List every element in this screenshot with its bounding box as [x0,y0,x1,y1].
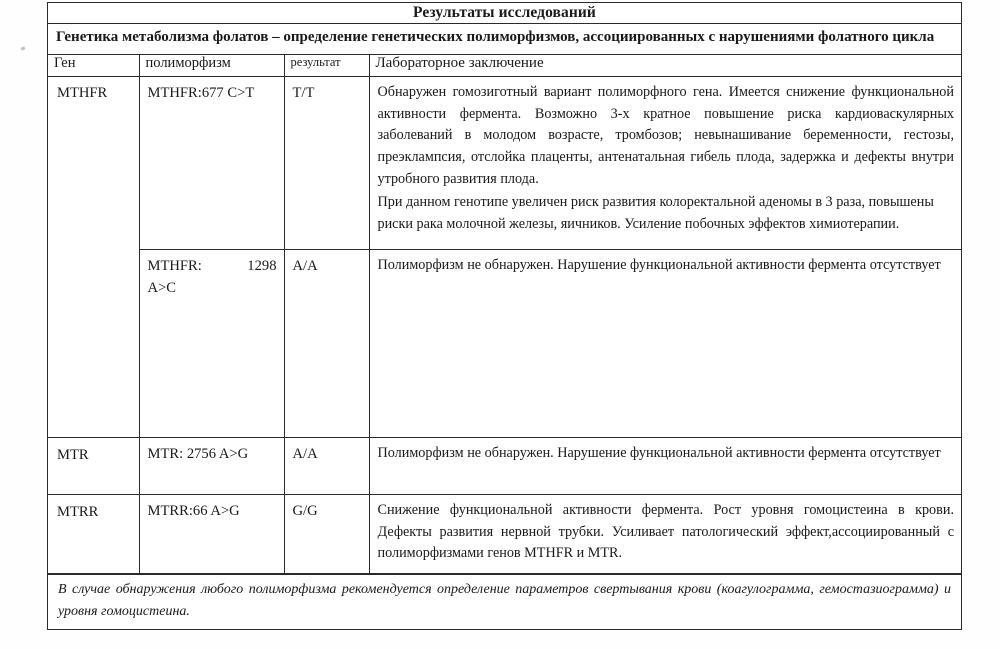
conclusion-paragraph: Снижение функциональной активности фермента. Рост уровня гомоцистеина в крови. Дефекты развития нервной трубки. Усиливает патологический эффект,ассоциированный с полиморфизмами генов MTHFR и MTR. [377,502,954,562]
cell-polymorphism-mtr: MTR: 2756 A>G [139,438,284,495]
cell-gene-mtr: MTR [48,438,139,495]
conclusion-paragraph: При данном генотипе увеличен риск развития колоректальной аденомы в 3 раза, повышены риски рака молочной железы, яичников. Усиление побочных эффектов химиотерапии. [377,194,934,232]
cell-result-mtr: A/A [284,438,369,495]
column-header-result: результат [284,55,369,77]
document-subtitle: Генетика метаболизма фолатов – определение генетических полиморфизмов, ассоциированных с нарушениями фолатного цикла [56,29,935,45]
table-row [48,77,961,250]
table-row [48,250,961,438]
column-header-gene: Ген [48,55,139,77]
footer-note-row [48,574,961,629]
column-header-conclusion: Лабораторное заключение [369,55,961,77]
cell-polymorphism-mthfr1298 [139,250,284,438]
document-title-row [48,3,961,24]
table-row [48,495,961,574]
document-subtitle-row [48,24,961,55]
polymorphism-line-1: MTHFR: 1298 [147,258,277,275]
document-title: Результаты исследований [413,4,596,22]
table-header [48,55,961,77]
cell-result-mtrr: G/G [284,495,369,574]
cell-gene-mtrr: MTRR [48,495,139,574]
cell-polymorphism-mthfr677: MTHFR:677 C>T [139,77,284,250]
results-table [48,55,961,575]
conclusion-paragraph: Обнаружен гомозиготный вариант полиморфного гена. Имеется снижение функциональной активности фермента. Возможно 3-х кратное повышение риска кардиоваскулярных заболеваний в молодом возрасте, тромбозов; невынашивание беременности, гестозы, преэклампсия, отслойка плаценты, антенатальная гибель плода, задержка и дефекты внутри утробного развития плода. [377,84,954,187]
column-header-polymorphism: полиморфизм [139,55,284,77]
cell-conclusion-mthfr677 [369,77,961,250]
table-header-row [48,55,961,77]
cell-conclusion-mthfr1298 [369,250,961,438]
table-row [48,438,961,495]
cell-conclusion-mtrr [369,495,961,574]
cell-result-mthfr677: T/T [284,77,369,250]
cell-conclusion-mtr [369,438,961,495]
footer-note: В случае обнаружения любого полиморфизма рекомендуется определение параметров свертывания крови (коагулограмма, гемостазиограмма) и уровня гомоцистеина. [58,582,951,619]
conclusion-paragraph: Полиморфизм не обнаружен. Нарушение функциональной активности фермента отсутствует [377,257,941,274]
table-body [48,77,961,574]
cell-gene-mthfr: MTHFR [48,77,139,438]
conclusion-paragraph: Полиморфизм не обнаружен. Нарушение функциональной активности фермента отсутствует [377,445,941,462]
polymorphism-line-2: A>C [147,280,177,297]
scan-artifact-speck [21,46,26,50]
cell-result-mthfr1298: A/A [284,250,369,438]
cell-polymorphism-mtrr: MTRR:66 A>G [139,495,284,574]
results-document [47,2,962,630]
